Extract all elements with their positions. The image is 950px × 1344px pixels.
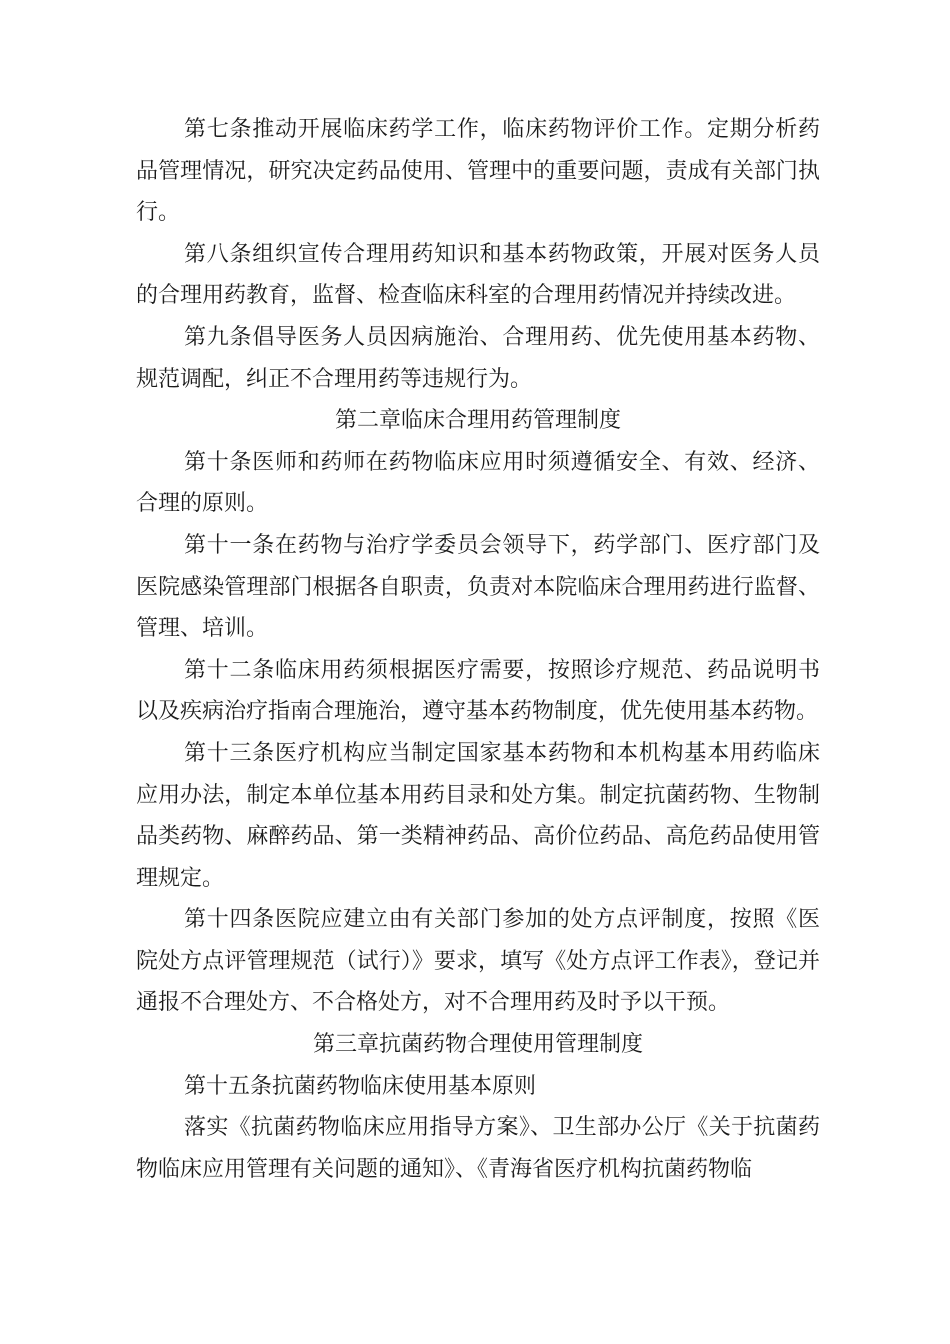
article-7: 第七条推动开展临床药学工作，临床药物评价工作。定期分析药品管理情况，研究决定药品使用、管理中的重要问题，责成有关部门执行。	[136, 117, 820, 226]
article-15-body: 落实《抗菌药物临床应用指导方案》、卫生部办公厅《关于抗菌药物临床应用管理有关问题的通知》、《青海省医疗机构抗菌药物临	[136, 1115, 820, 1182]
chapter-2-heading: 第二章临床合理用药管理制度	[334, 408, 621, 434]
chapter-3-heading: 第三章抗菌药物合理使用管理制度	[312, 1032, 643, 1058]
article-14: 第十四条医院应建立由有关部门参加的处方点评制度，按照《医院处方点评管理规范（试行）》要求，填写《处方点评工作表》，登记并通报不合理处方、不合格处方，对不合理用药及时予以干预。	[136, 907, 820, 1016]
article-9: 第九条倡导医务人员因病施治、合理用药、优先使用基本药物、规范调配，纠正不合理用药等违规行为。	[136, 324, 820, 392]
article-15: 第十五条抗菌药物临床使用基本原则	[184, 1073, 537, 1099]
article-11: 第十一条在药物与治疗学委员会领导下，药学部门、医疗部门及医院感染管理部门根据各自职责，负责对本院临床合理用药进行监督、管理、培训。	[136, 532, 820, 642]
document-page	[136, 109, 820, 1190]
article-10: 第十条医师和药师在药物临床应用时须遵循安全、有效、经济、合理的原则。	[136, 449, 820, 517]
article-12: 第十二条临床用药须根据医疗需要，按照诊疗规范、药品说明书以及疾病治疗指南合理施治，遵守基本药物制度，优先使用基本药物。	[136, 657, 820, 725]
article-8: 第八条组织宣传合理用药知识和基本药物政策，开展对医务人员的合理用药教育，监督、检查临床科室的合理用药情况并持续改进。	[136, 241, 820, 309]
article-13: 第十三条医疗机构应当制定国家基本药物和本机构基本用药临床应用办法，制定本单位基本用药目录和处方集。制定抗菌药物、生物制品类药物、麻醉药品、第一类精神药品、高价位药品、高危药品使用管理规定。	[136, 740, 820, 891]
